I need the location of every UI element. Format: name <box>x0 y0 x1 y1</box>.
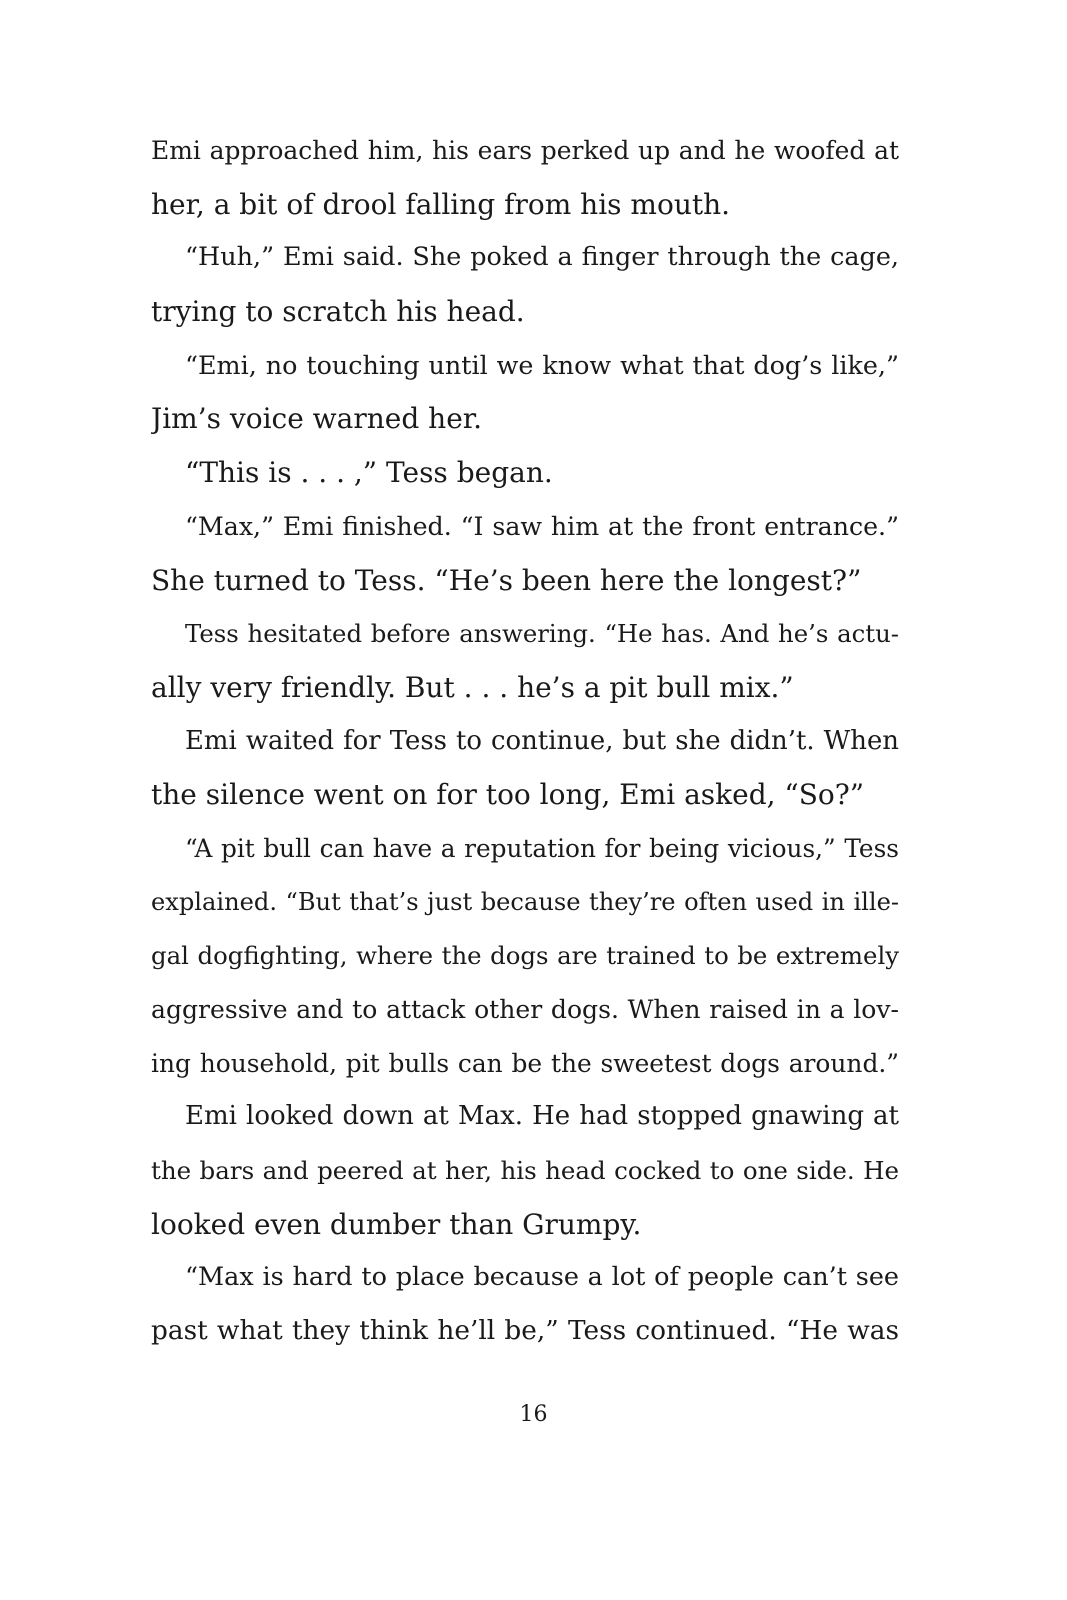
text-line: explained. “But that’s just because they’re often used in ille- <box>151 887 899 916</box>
text-line: past what they think he’ll be,” Tess continued. “He was <box>151 1316 899 1347</box>
text-line: ally very friendly. But . . . he’s a pit bull mix.” <box>151 670 794 704</box>
text-line: “This is . . . ,” Tess began. <box>185 456 553 490</box>
text-line: gal dogfighting, where the dogs are trained to be extremely <box>151 941 899 971</box>
body-text <box>151 124 899 1359</box>
text-line: Emi approached him, his ears perked up and he woofed at <box>151 136 899 165</box>
text-line: aggressive and to attack other dogs. When raised in a lov- <box>151 995 899 1024</box>
text-line: “Max,” Emi finished. “I saw him at the front entrance.” <box>185 511 899 541</box>
text-line: Emi waited for Tess to continue, but she didn’t. When <box>185 725 899 756</box>
text-line: ing household, pit bulls can be the sweetest dogs around.” <box>151 1048 899 1078</box>
text-line: “Huh,” Emi said. She poked a finger through the cage, <box>185 242 899 273</box>
text-line: the silence went on for too long, Emi asked, “So?” <box>151 778 865 812</box>
text-line: her, a bit of drool falling from his mouth. <box>151 187 731 221</box>
text-line: trying to scratch his head. <box>151 295 525 329</box>
text-line: looked even dumber than Grumpy. <box>151 1207 642 1241</box>
text-line: Tess hesitated before answering. “He has. And he’s actu- <box>185 619 899 649</box>
text-line: “Max is hard to place because a lot of people can’t see <box>185 1262 899 1293</box>
text-line: Emi looked down at Max. He had stopped gnawing at <box>185 1101 899 1132</box>
text-line: “Emi, no touching until we know what that dog’s like,” <box>185 349 899 380</box>
page-number: 16 <box>519 1402 548 1427</box>
text-line: Jim’s voice warned her. <box>151 402 482 436</box>
text-line: “A pit bull can have a reputation for being vicious,” Tess <box>185 833 899 863</box>
text-line: the bars and peered at her, his head cocked to one side. He <box>151 1156 899 1186</box>
text-line: She turned to Tess. “He’s been here the longest?” <box>151 563 862 597</box>
